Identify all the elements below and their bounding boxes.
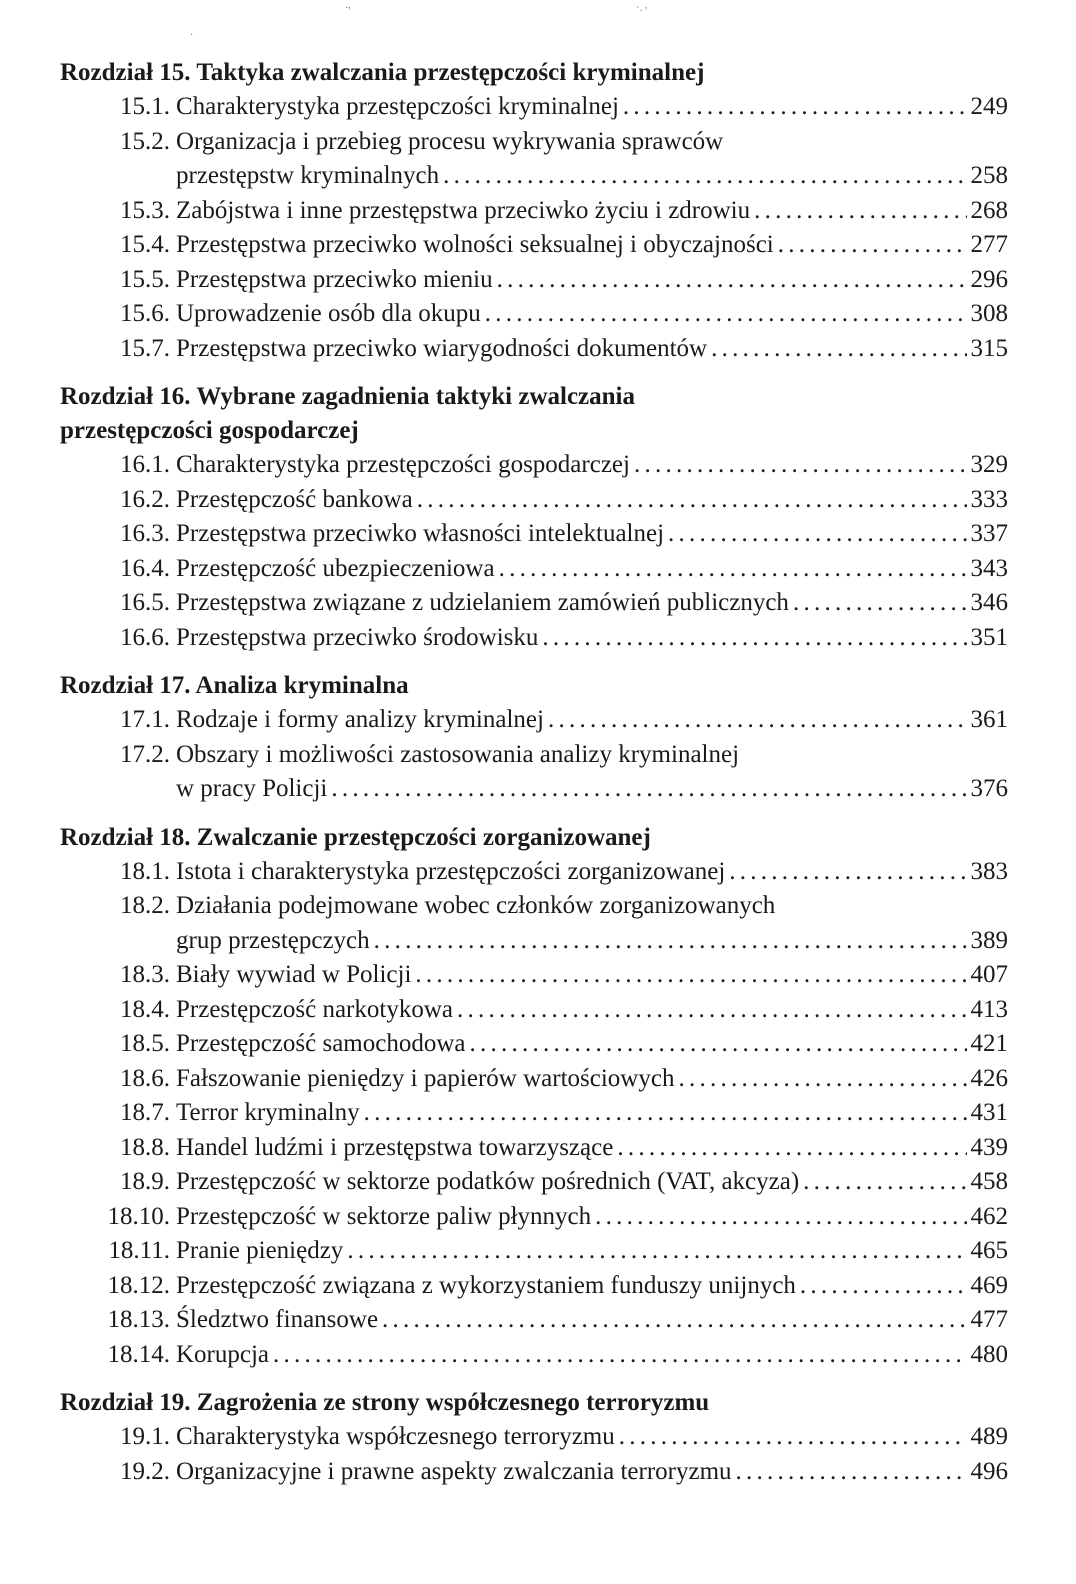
section-number: 18.6.: [120, 1064, 170, 1092]
toc-entry[interactable]: [60, 1234, 1008, 1269]
dot-leader: [634, 448, 967, 483]
dot-leader: [457, 993, 967, 1028]
page-number: 268: [970, 196, 1008, 224]
page-number: 407: [970, 961, 1008, 988]
dot-leader: [347, 1234, 966, 1269]
dot-leader: [729, 855, 966, 890]
toc-entry[interactable]: [60, 621, 1008, 656]
chapter-title: Rozdział 18. Zwalczanie przestępczości zorganizowanej: [60, 823, 651, 851]
page-number: 376: [970, 775, 1008, 802]
section-title: Przestępstwa przeciwko wiarygodności dokumentów: [176, 334, 708, 362]
toc-entry[interactable]: [60, 228, 1008, 263]
section-number: 18.10.: [107, 1202, 170, 1230]
section-title: Przestępstwa związane z udzielaniem zamówień publicznych: [176, 589, 789, 616]
dot-leader: [754, 194, 966, 229]
section-title: przestępstw kryminalnych: [176, 162, 440, 189]
section-title: Przestępczość w sektorze paliw płynnych: [176, 1202, 592, 1230]
section-title-line: Obszary i możliwości zastosowania analizy kryminalnej: [176, 740, 740, 768]
section-title: Uprowadzenie osób dla okupu: [176, 300, 481, 327]
toc-entry[interactable]: [60, 1200, 1008, 1235]
page-number: 439: [970, 1133, 1008, 1161]
chapter-title: Rozdział 15. Taktyka zwalczania przestępczości kryminalnej: [60, 59, 705, 86]
section-title: Przestępczość bankowa: [176, 485, 413, 513]
toc-entry[interactable]: [60, 194, 1008, 229]
toc-entry[interactable]: [60, 125, 1008, 194]
section-title: Śledztwo finansowe: [176, 1306, 379, 1333]
toc-entry[interactable]: [60, 1062, 1008, 1097]
section-number: 15.1.: [120, 93, 170, 120]
section-title: Rodzaje i formy analizy kryminalnej: [176, 706, 544, 733]
section-number: 15.5.: [120, 265, 170, 293]
section-title: Biały wywiad w Policji: [176, 961, 412, 988]
toc-entry[interactable]: [60, 1455, 1008, 1490]
section-number: 15.6.: [120, 300, 170, 327]
chapter-heading: [60, 821, 1008, 855]
section-number: 15.4.: [120, 231, 170, 258]
toc-entry[interactable]: [60, 1165, 1008, 1200]
section-title: Istota i charakterystyka przestępczości zorganizowanej: [176, 857, 726, 885]
section-number: 16.3.: [120, 520, 170, 547]
dot-leader: [497, 263, 967, 298]
page-number: 308: [970, 300, 1008, 327]
page-number: 489: [970, 1423, 1008, 1450]
page-number: 249: [970, 93, 1008, 120]
section-number: 19.2.: [120, 1457, 170, 1485]
page-number: 469: [970, 1271, 1008, 1299]
toc-entry[interactable]: [60, 263, 1008, 298]
dot-leader: [736, 1455, 967, 1490]
section-title: Przestępczość narkotykowa: [176, 995, 453, 1023]
section-title: Przestępczość związana z wykorzystaniem funduszy unijnych: [176, 1271, 796, 1299]
chapter-title: Rozdział 19. Zagrożenia ze strony współczesnego terroryzmu: [60, 1389, 710, 1416]
dot-leader: [415, 958, 966, 993]
dot-leader: [364, 1096, 967, 1131]
toc-entry[interactable]: [60, 1131, 1008, 1166]
section-title: Pranie pieniędzy: [176, 1237, 344, 1264]
toc-entry[interactable]: [60, 1096, 1008, 1131]
page-number: 477: [970, 1306, 1008, 1333]
section-title: Przestępczość samochodowa: [176, 1030, 466, 1057]
page-number: 431: [970, 1099, 1008, 1126]
section-title: Przestępczość ubezpieczeniowa: [176, 554, 495, 582]
toc-entry[interactable]: [60, 889, 1008, 958]
toc-entry[interactable]: [60, 90, 1008, 125]
section-number: 18.11.: [108, 1237, 170, 1264]
toc-entry[interactable]: [60, 1420, 1008, 1455]
page-number: 480: [970, 1340, 1008, 1368]
page-number: 329: [970, 451, 1008, 478]
dot-leader: [803, 1165, 966, 1200]
section-number: 18.1.: [120, 857, 170, 885]
dot-leader: [469, 1027, 966, 1062]
section-number: 17.1.: [120, 706, 170, 733]
toc-entry[interactable]: [60, 703, 1008, 738]
page-number: 277: [970, 231, 1008, 258]
page-number: 333: [970, 485, 1008, 513]
section-number: 18.12.: [107, 1271, 170, 1299]
scan-speck: ˙': [345, 6, 351, 17]
page-number: 389: [970, 926, 1008, 954]
dot-leader: [542, 621, 966, 656]
page-number: 413: [970, 995, 1008, 1023]
section-number: 16.6.: [120, 623, 170, 651]
section-number: 18.3.: [120, 961, 170, 988]
section-number: 18.14.: [107, 1340, 170, 1368]
toc-entry[interactable]: [60, 1269, 1008, 1304]
dot-leader: [273, 1338, 966, 1373]
chapter-title-continued: przestępczości gospodarczej: [60, 417, 359, 444]
section-title: w pracy Policji: [176, 775, 328, 802]
toc-entry[interactable]: [60, 332, 1008, 367]
dot-leader: [331, 772, 966, 807]
section-title-line: Organizacja i przebieg procesu wykrywania sprawców: [176, 127, 724, 155]
page-number: 383: [970, 857, 1008, 885]
dot-leader: [485, 297, 967, 332]
section-title: Charakterystyka przestępczości gospodarczej: [176, 451, 630, 478]
toc-entry[interactable]: [60, 993, 1008, 1028]
section-title: Przestępstwa przeciwko własności intelektualnej: [176, 520, 665, 547]
section-number: 18.8.: [120, 1133, 170, 1161]
page-number: 361: [970, 706, 1008, 733]
section-title: Przestępstwa przeciwko mieniu: [176, 265, 493, 293]
page-number: 462: [970, 1202, 1008, 1230]
dot-leader: [678, 1062, 966, 1097]
page-number: 315: [970, 334, 1008, 362]
toc-entry[interactable]: [60, 552, 1008, 587]
toc-entry[interactable]: [60, 958, 1008, 993]
page-number: 296: [970, 265, 1008, 293]
toc-entry[interactable]: [60, 586, 1008, 621]
section-title-line: Działania podejmowane wobec członków zorganizowanych: [176, 892, 776, 919]
page-number: 343: [970, 554, 1008, 582]
page-number: 337: [970, 520, 1008, 547]
dot-leader: [382, 1303, 966, 1338]
section-title: Charakterystyka współczesnego terroryzmu: [176, 1423, 615, 1450]
section-title: Handel ludźmi i przestępstwa towarzyszące: [176, 1133, 614, 1161]
page-number: 465: [970, 1237, 1008, 1264]
toc-entry[interactable]: [60, 483, 1008, 518]
section-title: Przestępstwa przeciwko wolności seksualnej i obyczajności: [176, 231, 774, 258]
section-title: Korupcja: [176, 1340, 270, 1368]
dot-leader: [499, 552, 967, 587]
section-number: 15.7.: [120, 334, 170, 362]
toc-entry[interactable]: [60, 1027, 1008, 1062]
toc-entry[interactable]: [60, 738, 1008, 807]
scan-speck: ·: [190, 30, 194, 41]
dot-leader: [595, 1200, 966, 1235]
table-of-contents: [60, 56, 1008, 1489]
page-number: 458: [970, 1168, 1008, 1195]
section-number: 16.2.: [120, 485, 170, 513]
dot-leader: [778, 228, 967, 263]
dot-leader: [417, 483, 967, 518]
scan-speck: `· ': [636, 6, 647, 17]
page-number: 496: [970, 1457, 1008, 1485]
dot-leader: [800, 1269, 967, 1304]
chapter-heading: [60, 1386, 1008, 1420]
section-number: 15.2.: [120, 127, 170, 155]
section-number: 18.5.: [120, 1030, 170, 1057]
dot-leader: [548, 703, 967, 738]
page-number: 346: [970, 589, 1008, 616]
page-number: 421: [970, 1030, 1008, 1057]
page-number: 258: [970, 162, 1008, 189]
toc-entry[interactable]: [60, 1338, 1008, 1373]
section-title: Fałszowanie pieniędzy i papierów wartościowych: [176, 1064, 675, 1092]
section-number: 17.2.: [120, 740, 170, 768]
section-title: Organizacyjne i prawne aspekty zwalczania terroryzmu: [176, 1457, 732, 1485]
section-number: 19.1.: [120, 1423, 170, 1450]
chapter-heading: [60, 669, 1008, 703]
section-number: 18.7.: [120, 1099, 170, 1126]
section-number: 18.9.: [120, 1168, 170, 1195]
section-title: grup przestępczych: [176, 926, 370, 954]
section-number: 18.2.: [120, 892, 170, 919]
dot-leader: [374, 924, 967, 959]
toc-entry[interactable]: [60, 297, 1008, 332]
section-number: 15.3.: [120, 196, 170, 224]
dot-leader: [617, 1131, 966, 1166]
dot-leader: [619, 1420, 967, 1455]
section-title: Przestępstwa przeciwko środowisku: [176, 623, 539, 651]
page-number: 426: [970, 1064, 1008, 1092]
section-number: 18.4.: [120, 995, 170, 1023]
section-title: Zabójstwa i inne przestępstwa przeciwko życiu i zdrowiu: [176, 196, 751, 224]
chapter-heading: [60, 56, 1008, 90]
section-title: Terror kryminalny: [176, 1099, 360, 1126]
dot-leader: [711, 332, 966, 367]
chapter-title: Rozdział 16. Wybrane zagadnienia taktyki zwalczania: [60, 383, 635, 410]
chapter-title: Rozdział 17. Analiza kryminalna: [60, 672, 409, 699]
dot-leader: [623, 90, 967, 125]
toc-entry[interactable]: [60, 1303, 1008, 1338]
toc-entry[interactable]: [60, 855, 1008, 890]
section-number: 16.1.: [120, 451, 170, 478]
section-number: 18.13.: [107, 1306, 170, 1333]
dot-leader: [668, 517, 966, 552]
section-number: 16.4.: [120, 554, 170, 582]
dot-leader: [793, 586, 967, 621]
section-number: 16.5.: [120, 589, 170, 616]
section-title: Przestępczość w sektorze podatków pośrednich (VAT, akcyza): [176, 1168, 800, 1195]
toc-entry[interactable]: [60, 517, 1008, 552]
dot-leader: [443, 159, 966, 194]
page-number: 351: [970, 623, 1008, 651]
toc-entry[interactable]: [60, 448, 1008, 483]
chapter-heading: [60, 380, 1008, 448]
section-title: Charakterystyka przestępczości kryminalnej: [176, 93, 619, 120]
